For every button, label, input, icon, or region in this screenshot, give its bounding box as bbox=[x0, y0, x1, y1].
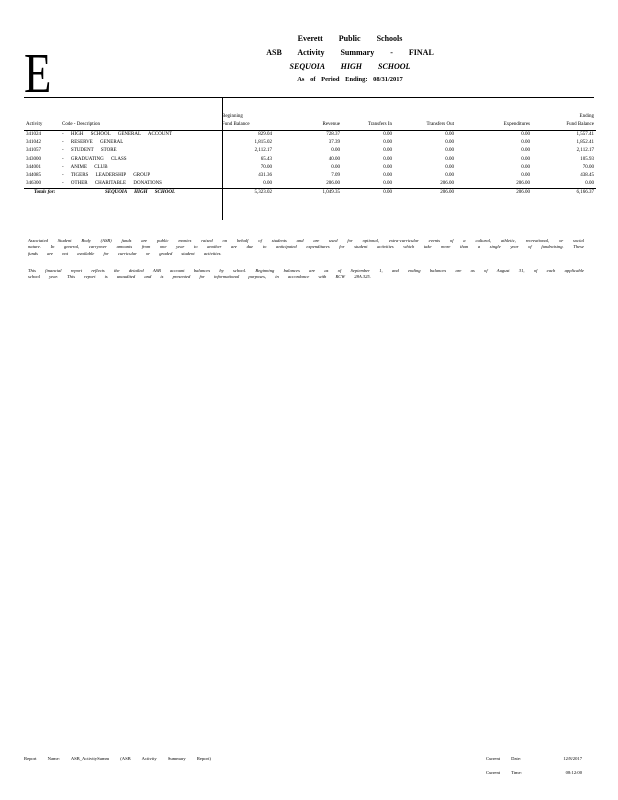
row-expenditures: 0.00 bbox=[521, 164, 530, 170]
row-transfers-in: 0.00 bbox=[383, 140, 392, 146]
notes-paragraph-1: Associated Student Body (ASB) funds are public monies raised on behalf of students and are used for optional, extra-curricular events of a cultural, athletic, recreational, or social nature. In general, carryover amounts from one year to another are due to anticipated expenditures for student activities which take more than a single year of fundraising. These funds are not available for curricular or graded student activities. bbox=[28, 238, 584, 256]
row-begin-balance: 829.04 bbox=[258, 132, 272, 138]
row-code: 344085 bbox=[26, 173, 41, 179]
col-begin-bottom: Fund Balance bbox=[220, 121, 274, 131]
row-transfers-out: 0.00 bbox=[445, 156, 454, 162]
row-revenue: 37.39 bbox=[328, 140, 340, 146]
row-expenditures: 0.00 bbox=[521, 156, 530, 162]
footer-date-label: Current Date: bbox=[486, 756, 522, 761]
row-description: - STUDENT STORE bbox=[62, 148, 117, 154]
row-transfers-out: 0.00 bbox=[445, 164, 454, 170]
row-code: 344001 bbox=[26, 164, 41, 170]
row-begin-balance: 70.00 bbox=[260, 164, 272, 170]
footer-report-name: ASB_ActivitySumm bbox=[70, 756, 110, 761]
table-row bbox=[24, 172, 596, 180]
row-transfers-out: 0.00 bbox=[445, 132, 454, 138]
totals-end-balance: 6,166.37 bbox=[532, 189, 596, 198]
totals-expenditures: 206.00 bbox=[456, 189, 532, 198]
report-district: Everett Public Schools bbox=[297, 34, 403, 43]
footer-timestamp bbox=[486, 752, 582, 780]
footer-date-row bbox=[486, 752, 582, 766]
row-description: - ANIME CLUB bbox=[62, 164, 108, 170]
header-divider bbox=[24, 97, 594, 98]
row-code: 341042 bbox=[26, 140, 41, 146]
row-transfers-out: 0.00 bbox=[445, 148, 454, 154]
footer-date-value: 12/8/2017 bbox=[563, 756, 582, 761]
row-code: 341024 bbox=[26, 132, 41, 138]
totals-revenue: 1,049.35 bbox=[274, 189, 342, 198]
totals-school: SEQUOIA HIGH SCHOOL bbox=[60, 189, 220, 198]
table-row bbox=[24, 139, 596, 147]
row-transfers-out: 206.00 bbox=[440, 181, 454, 187]
totals-transfers-in: 0.00 bbox=[342, 189, 394, 198]
totals-label: Totals for: bbox=[24, 189, 60, 198]
col-end-bottom: Fund Balance bbox=[532, 121, 596, 131]
col-activity: Activity bbox=[24, 121, 60, 131]
row-description: - GRADUATING CLASS bbox=[62, 156, 127, 162]
row-expenditures: 206.00 bbox=[516, 181, 530, 187]
row-end-balance: 0.00 bbox=[585, 181, 594, 187]
footer-time-row bbox=[486, 766, 582, 780]
row-revenue: 206.00 bbox=[326, 181, 340, 187]
row-description: - OTHER CHARITABLE DONATIONS bbox=[62, 181, 162, 187]
row-description: - HIGH SCHOOL GENERAL ACCOUNT bbox=[62, 132, 173, 138]
notes-paragraph-2: This financial report reflects the detailed ASB account balances by school. Beginning balances are as of September 1, and ending balances are as of August 31, of each applicable school year. This report is unaudited and is presented for informational purposes, in accordance with RCW 28A.325. bbox=[28, 268, 584, 280]
col-expenditures: Expenditures bbox=[456, 121, 532, 131]
footer-time-label: Current Time: bbox=[486, 770, 522, 775]
row-expenditures: 0.00 bbox=[521, 140, 530, 146]
row-begin-balance: 2,112.17 bbox=[254, 148, 272, 154]
row-code: 341057 bbox=[26, 148, 41, 154]
row-end-balance: 2,112.17 bbox=[576, 148, 594, 154]
row-transfers-in: 0.00 bbox=[383, 148, 392, 154]
row-begin-balance: 0.00 bbox=[263, 181, 272, 187]
row-expenditures: 0.00 bbox=[521, 132, 530, 138]
row-end-balance: 70.00 bbox=[582, 164, 594, 170]
row-description: - TIGERS LEADERSHIP GROUP bbox=[62, 173, 151, 179]
row-end-balance: 438.45 bbox=[580, 173, 594, 179]
row-expenditures: 0.00 bbox=[521, 173, 530, 179]
report-title: ASB Activity Summary - FINAL bbox=[266, 48, 434, 57]
row-transfers-in: 0.00 bbox=[383, 132, 392, 138]
row-begin-balance: 431.36 bbox=[258, 173, 272, 179]
row-transfers-in: 0.00 bbox=[383, 173, 392, 179]
row-revenue: 7.09 bbox=[331, 173, 340, 179]
row-begin-balance: 1,815.02 bbox=[254, 140, 272, 146]
table-row bbox=[24, 131, 596, 140]
row-revenue: 40.00 bbox=[328, 156, 340, 162]
row-code: 346300 bbox=[26, 181, 41, 187]
row-end-balance: 1,852.41 bbox=[576, 140, 594, 146]
footer-report-info bbox=[24, 752, 211, 766]
totals-row bbox=[24, 189, 596, 198]
row-transfers-in: 0.00 bbox=[383, 164, 392, 170]
row-description: - RESERVE GENERAL bbox=[62, 140, 124, 146]
totals-begin-balance: 5,323.02 bbox=[220, 189, 274, 198]
activity-summary-table bbox=[24, 113, 596, 198]
row-transfers-out: 0.00 bbox=[445, 173, 454, 179]
row-transfers-in: 0.00 bbox=[383, 181, 392, 187]
row-expenditures: 0.00 bbox=[521, 148, 530, 154]
table-row bbox=[24, 147, 596, 155]
col-transfers-out: Transfers Out bbox=[394, 121, 456, 131]
col-transfers-in: Transfers In bbox=[342, 121, 394, 131]
table-row bbox=[24, 156, 596, 164]
row-code: 343000 bbox=[26, 156, 41, 162]
report-school: SEQUOIA HIGH SCHOOL bbox=[289, 62, 411, 71]
col-begin-top: Beginning bbox=[222, 114, 243, 119]
row-end-balance: 1,557.41 bbox=[576, 132, 594, 138]
col-end-top: Ending bbox=[579, 114, 594, 119]
col-revenue: Revenue bbox=[274, 121, 342, 131]
row-revenue: 728.37 bbox=[326, 132, 340, 138]
footer-time-value: 08:12:00 bbox=[565, 770, 582, 775]
district-logo: E bbox=[24, 43, 52, 105]
footer-report-label: Report Name: bbox=[24, 756, 60, 761]
report-period: As of Period Ending: 08/31/2017 bbox=[297, 76, 403, 83]
row-begin-balance: 65.43 bbox=[260, 156, 272, 162]
row-transfers-out: 0.00 bbox=[445, 140, 454, 146]
totals-transfers-out: 206.00 bbox=[394, 189, 456, 198]
row-revenue: 0.00 bbox=[331, 164, 340, 170]
row-revenue: 0.00 bbox=[331, 148, 340, 154]
table-row bbox=[24, 180, 596, 189]
col-code-description: Code - Description bbox=[60, 121, 220, 131]
table-row bbox=[24, 164, 596, 172]
footer-report-title: (ASB Activity Summary Report) bbox=[120, 756, 211, 761]
row-end-balance: 105.93 bbox=[580, 156, 594, 162]
row-transfers-in: 0.00 bbox=[383, 156, 392, 162]
